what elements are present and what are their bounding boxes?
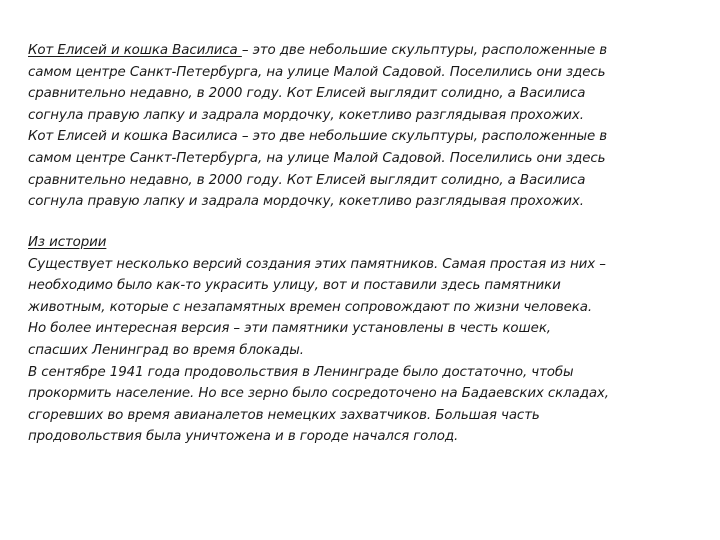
text-line: сравнительно недавно, в 2000 году. Кот Елисей выглядит солидно, а Василиса [28, 172, 586, 188]
text-line: Но более интересная версия – эти памятники установлены в честь кошек, [28, 321, 551, 337]
history-heading: Из истории [28, 235, 107, 250]
text-line: животным, которые с незапамятных времен сопровождают по жизни человека. [28, 299, 593, 315]
text-line: сгоревших во время авианалетов немецких захватчиков. Большая часть [28, 407, 540, 423]
text-line: необходимо было как-то украсить улицу, вот и поставили здесь памятники [28, 278, 561, 294]
text-line: прокормить население. Но все зерно было сосредоточено на Бадаевских складах, [28, 386, 609, 402]
text-line: сравнительно недавно, в 2000 году. Кот Елисей выглядит солидно, а Василиса [28, 86, 586, 102]
text-line: спасших Ленинград во время блокады. [28, 342, 304, 358]
text-line: В сентябре 1941 года продовольствия в Ленинграде было достаточно, чтобы [28, 364, 574, 380]
history-paragraph [28, 232, 692, 448]
text-line: согнула правую лапку и задрала мордочку, кокетливо разглядывая прохожих. [28, 194, 584, 210]
text-line: продовольствия была уничтожена и в городе начался голод. [28, 429, 459, 445]
intro-paragraph [28, 40, 692, 213]
text-line: самом центре Санкт-Петербурга, на улице Малой Садовой. Поселились они здесь [28, 150, 606, 166]
text-line: Кот Елисей и кошка Василиса – это две небольшие скульптуры, расположенные в [28, 129, 608, 145]
text-line: самом центре Санкт-Петербурга, на улице Малой Садовой. Поселились они здесь [28, 64, 606, 80]
text-line: согнула правую лапку и задрала мордочку, кокетливо разглядывая прохожих. [28, 107, 584, 123]
text-line: Кот Елисей и кошка Василиса – это две небольшие скульптуры, расположенные в [28, 43, 608, 58]
title-link[interactable]: Кот Елисей и кошка Василиса [28, 43, 242, 58]
text-line: Существует несколько версий создания этих памятников. Самая простая из них – [28, 256, 606, 272]
